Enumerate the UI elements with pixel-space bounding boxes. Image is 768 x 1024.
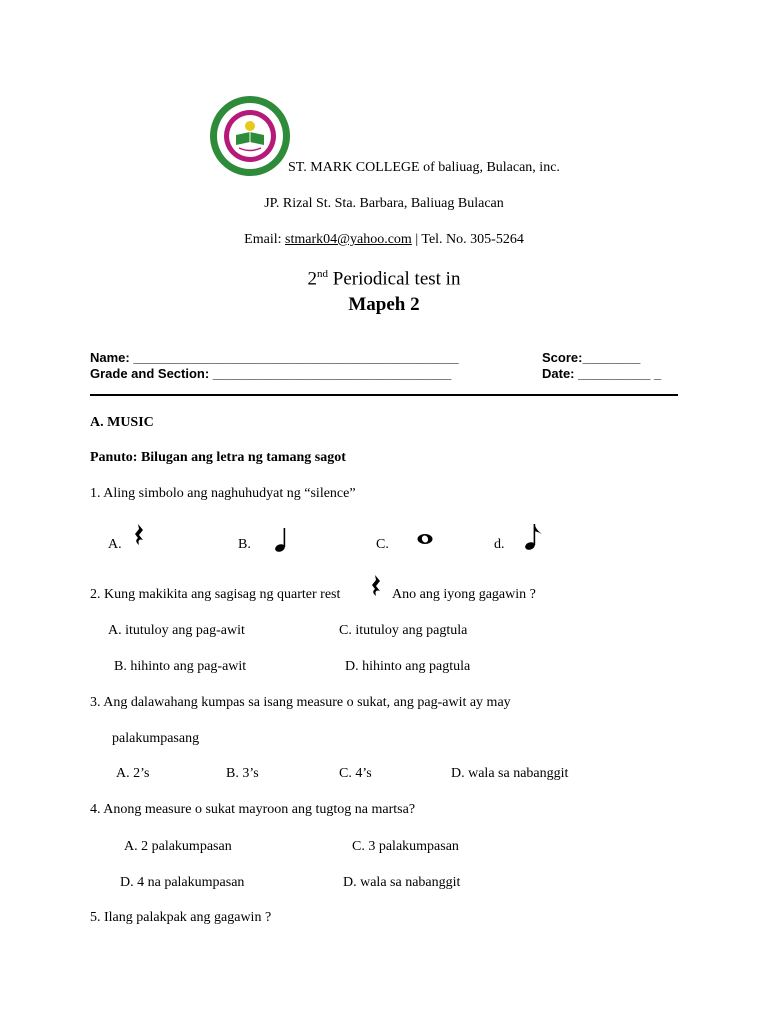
header-divider [90,394,678,396]
q2-option-c[interactable]: C. itutuloy ang pagtula [339,623,468,638]
q4-option-a[interactable]: A. 2 palakumpasan [124,839,232,854]
q3-option-c[interactable]: C. 4’s [339,766,372,781]
contact-line [0,232,768,248]
q3-option-a[interactable]: A. 2’s [116,766,150,781]
question-3: 3. Ang dalawahang kumpas sa isang measure o sukat, ang pag-awit ay may [90,695,511,710]
question-2: 2. Kung makikita ang sagisag ng quarter rest [90,587,341,602]
q4-option-d[interactable]: D. wala sa nabanggit [343,875,461,890]
q3-option-d[interactable]: D. wala sa nabanggit [451,766,569,781]
grade-section-field[interactable]: Grade and Section: _________________________________ [90,366,452,381]
quarter-rest-icon [370,574,384,600]
q1-option-a-label[interactable]: A. [108,537,122,552]
tel-number: | Tel. No. 305-5264 [411,232,524,247]
question-3-cont: palakumpasang [112,731,200,746]
score-field[interactable]: Score:________ [542,350,641,365]
q4-option-c[interactable]: C. 3 palakumpasan [352,839,459,854]
q1-option-c-label[interactable]: C. [376,537,389,552]
q2-option-b[interactable]: B. hihinto ang pag-awit [114,659,247,674]
question-1: 1. Aling simbolo ang naghuhudyat ng “silence” [90,486,356,501]
instruction: Panuto: Bilugan ang letra ng tamang sagot [90,450,346,465]
q2-option-d[interactable]: D. hihinto ang pagtula [345,659,471,674]
college-address: JP. Rizal St. Sta. Barbara, Baliuag Bulacan [264,196,504,211]
q3-option-b[interactable]: B. 3’s [226,766,259,781]
q4-option-b[interactable]: D. 4 na palakumpasan [120,875,245,890]
subject-title: Mapeh 2 [348,294,420,315]
q2-option-a[interactable]: A. itutuloy ang pag-awit [108,623,245,638]
college-seal-icon [209,95,291,177]
quarter-note-icon [274,526,288,554]
quarter-rest-icon [133,523,147,549]
email-label: Email: [244,232,285,247]
section-title: A. MUSIC [90,415,154,430]
email-link[interactable]: stmark04@yahoo.com [285,232,412,247]
question-4: 4. Anong measure o sukat mayroon ang tugtog na martsa? [90,802,416,817]
college-name: ST. MARK COLLEGE of baliuag, Bulacan, inc. [288,160,560,175]
eighth-note-icon [524,522,544,552]
name-field[interactable]: Name: _____________________________________________ [90,350,459,365]
whole-note-icon [416,532,434,546]
date-field[interactable]: Date: __________ _ [542,366,662,381]
test-title: 2nd Periodical test in [307,268,461,290]
q1-option-b-label[interactable]: B. [238,537,251,552]
q1-option-d-label[interactable]: d. [494,537,505,552]
question-5: 5. Ilang palakpak ang gagawin ? [90,910,272,925]
question-2-end: Ano ang iyong gagawin ? [392,587,536,602]
